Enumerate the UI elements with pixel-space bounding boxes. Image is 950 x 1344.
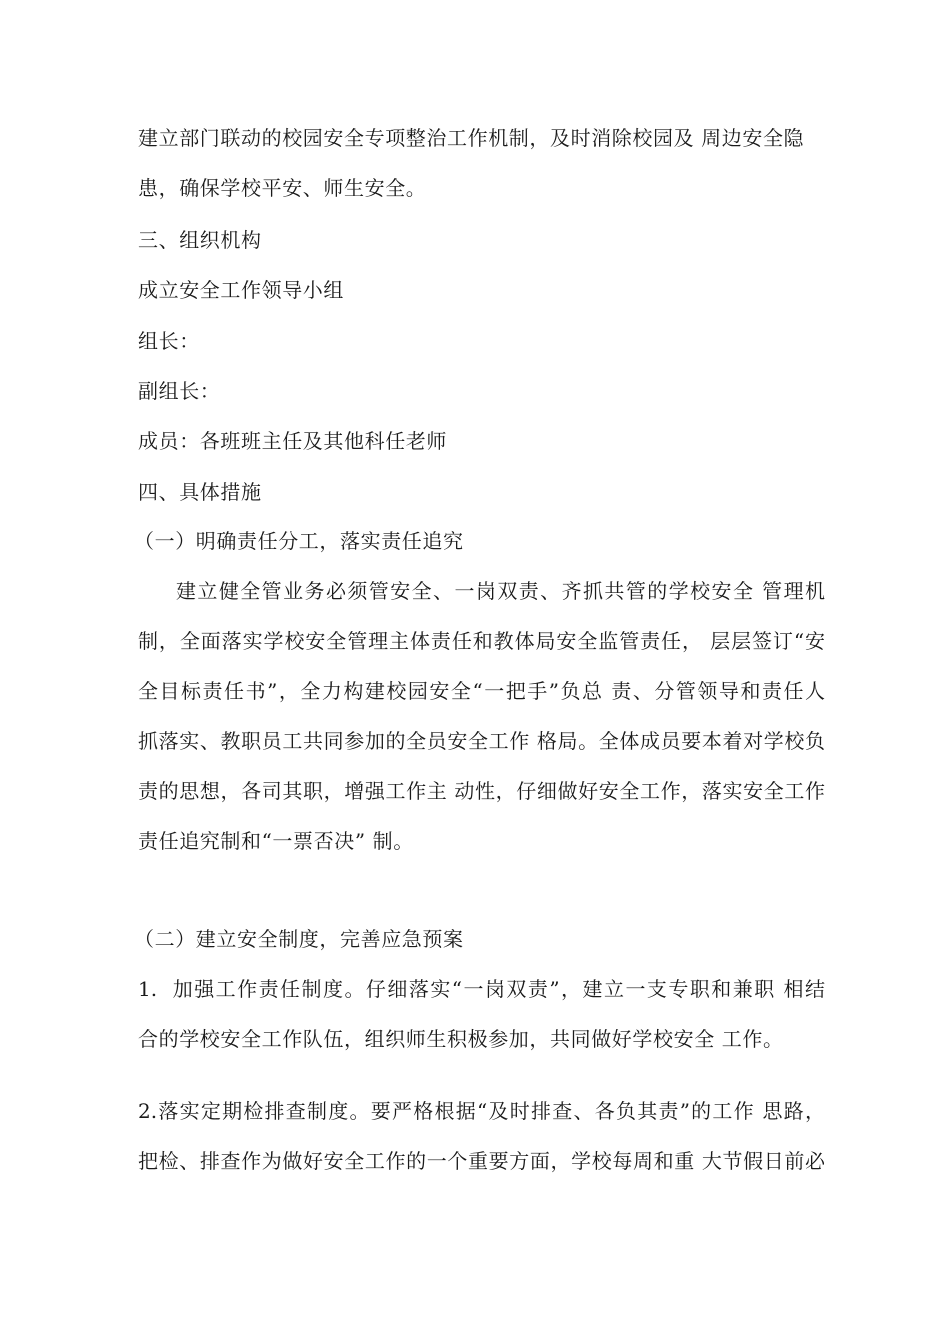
paragraph-line: 抓落实、教职员工共同参加的全员安全工作 格局。全体成员要本着对学校负 xyxy=(138,729,825,753)
body-text-line: 组长： xyxy=(138,329,200,353)
paragraph-line: 合的学校安全工作队伍，组织师生积极参加，共同做好学校安全 工作。 xyxy=(138,1027,784,1051)
paragraph-line: 制，全面落实学校安全管理主体责任和教体局安全监管责任， 层层签订“安 xyxy=(138,629,825,653)
subsection-heading: （二）建立安全制度，完善应急预案 xyxy=(134,927,464,951)
subsection-heading: （一）明确责任分工，落实责任追究 xyxy=(134,529,464,553)
paragraph-line: 建立健全管业务必须管安全、一岗双责、齐抓共管的学校安全 管理机 xyxy=(176,579,825,603)
section-heading: 四、具体措施 xyxy=(138,480,262,504)
paragraph-line: 2.落实定期检排查制度。要严格根据“及时排查、各负其责”的工作 思路， xyxy=(138,1099,825,1123)
body-text-line: 建立部门联动的校园安全专项整治工作机制，及时消除校园及 周边安全隐 xyxy=(138,126,805,150)
body-text-line: 成立安全工作领导小组 xyxy=(138,278,344,302)
paragraph-line: 1. 加强工作责任制度。仔细落实“一岗双责”，建立一支专职和兼职 相结 xyxy=(138,977,825,1001)
paragraph-line: 全目标责任书”，全力构建校园安全“一把手”负总 责、分管领导和责任人 xyxy=(138,679,825,703)
paragraph-line: 责任追究制和“一票否决” 制。 xyxy=(138,829,414,853)
body-text-line: 患，确保学校平安、师生安全。 xyxy=(138,176,427,200)
paragraph-line: 把检、排查作为做好安全工作的一个重要方面，学校每周和重 大节假日前必 xyxy=(138,1149,825,1173)
paragraph-line: 责的思想，各司其职，增强工作主 动性，仔细做好安全工作，落实安全工作 xyxy=(138,779,825,803)
body-text-line: 副组长： xyxy=(138,379,221,403)
section-heading: 三、组织机构 xyxy=(138,228,262,252)
body-text-line: 成员：各班班主任及其他科任老师 xyxy=(138,429,447,453)
